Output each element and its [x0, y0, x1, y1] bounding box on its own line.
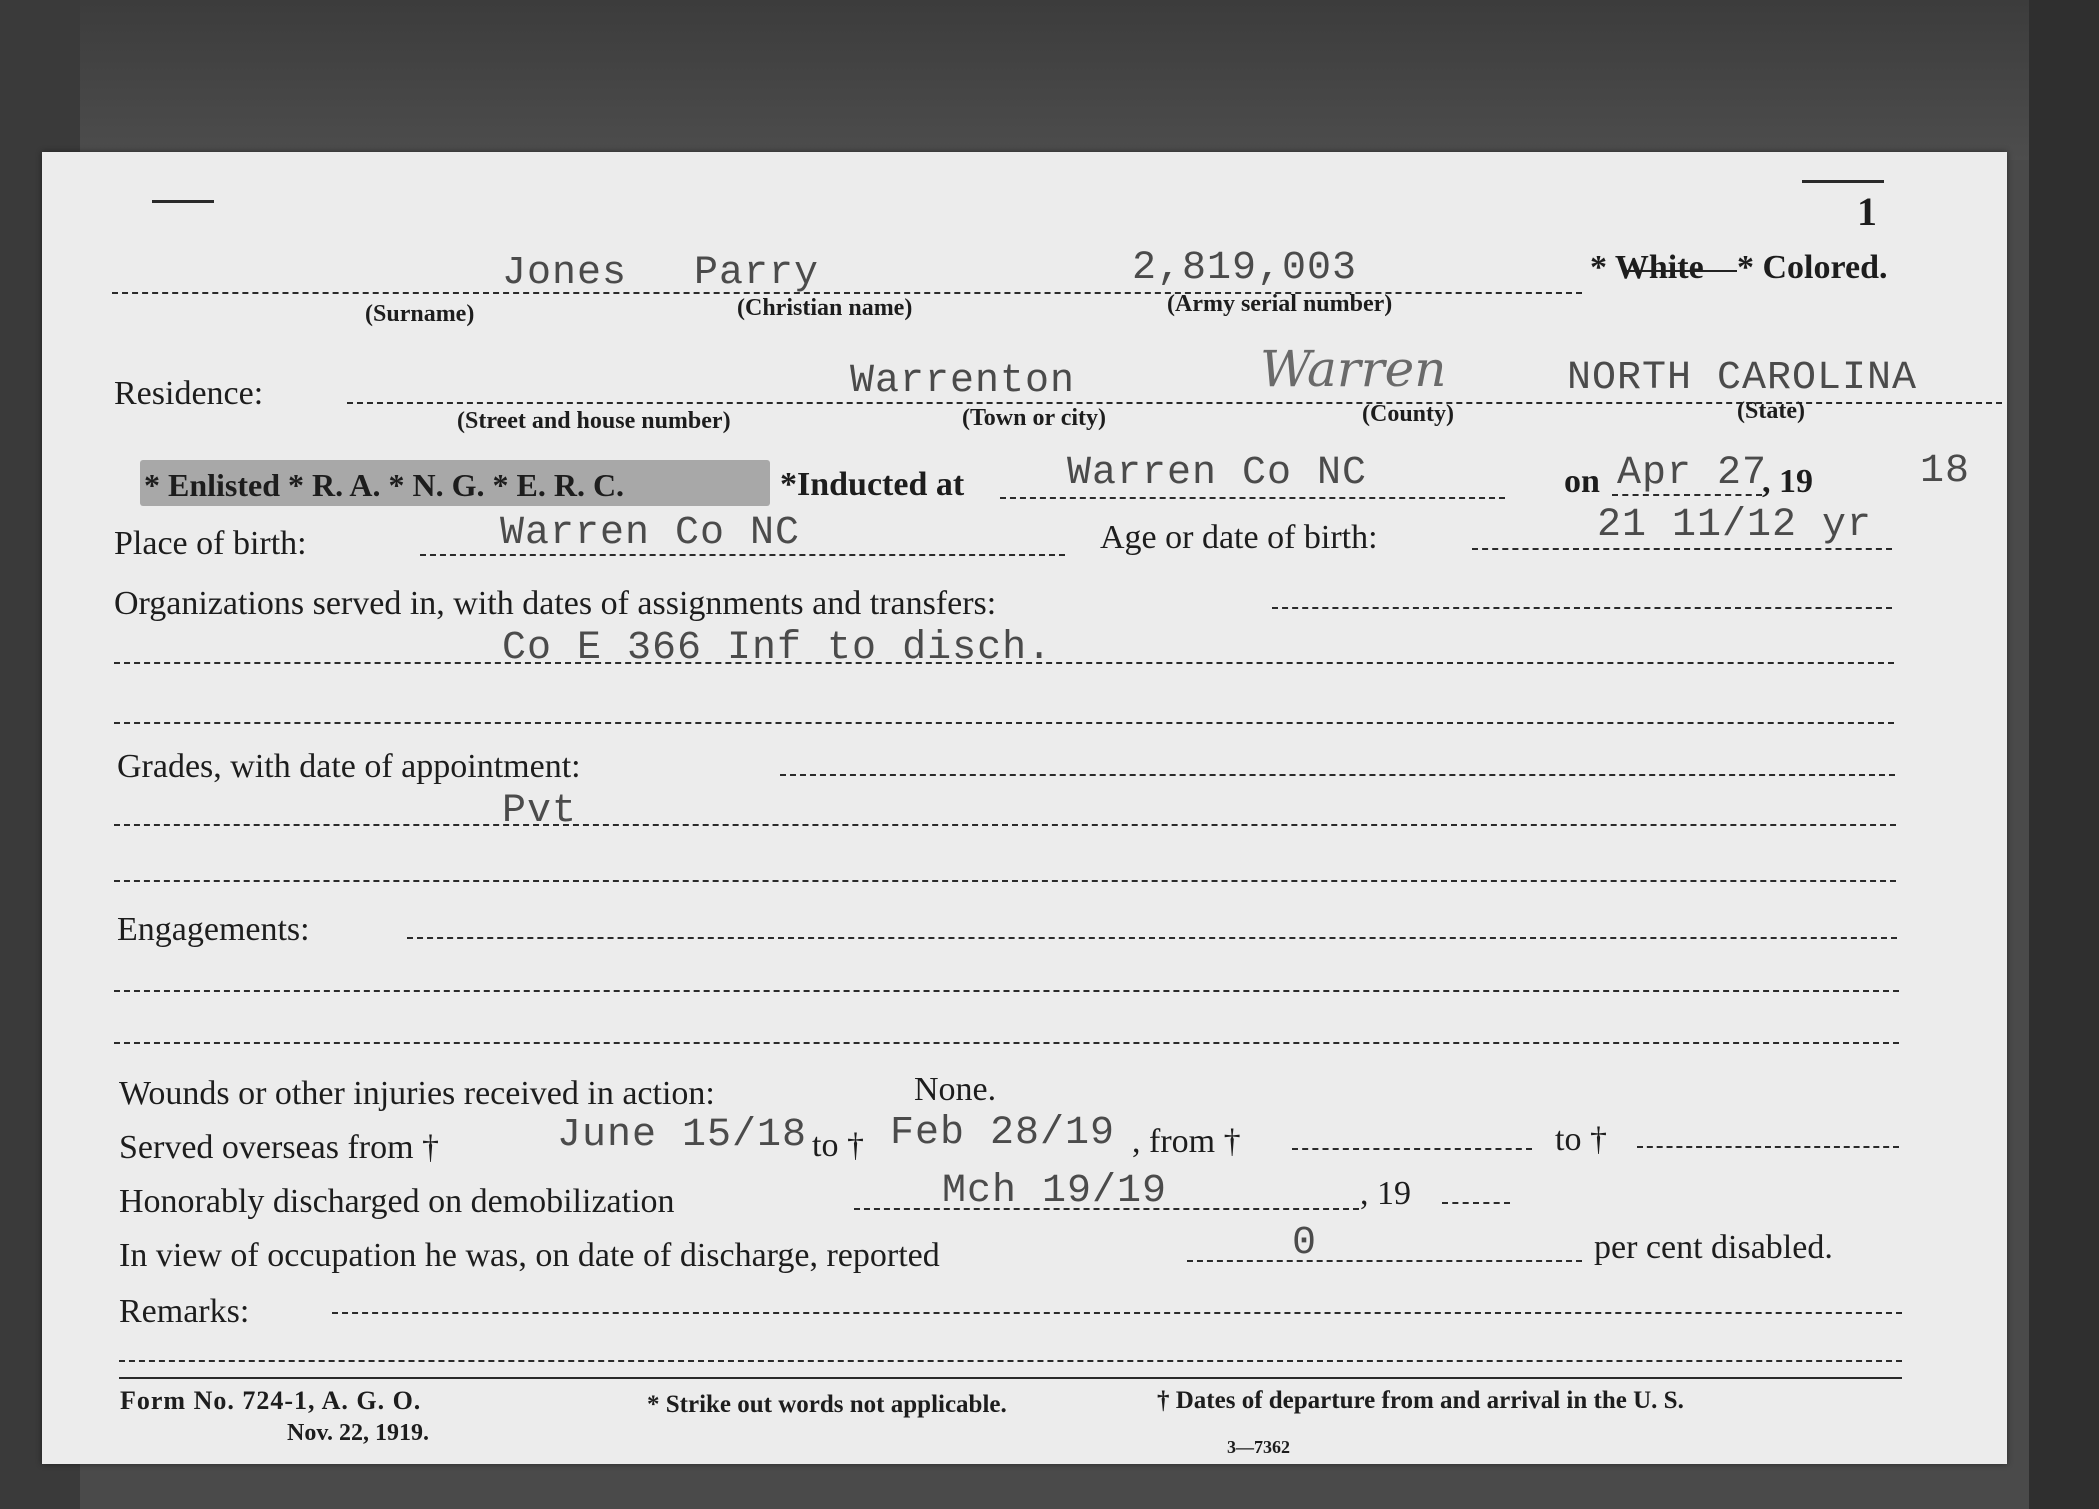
induction-date: Apr 27	[1617, 451, 1768, 496]
wounds-label: Wounds or other injuries received in action:	[119, 1075, 715, 1112]
grades-line-3	[114, 880, 1896, 882]
discharge-date: Mch 19/19	[942, 1169, 1168, 1214]
residence-label: Residence:	[114, 375, 264, 412]
overseas-to-label: to †	[812, 1127, 864, 1164]
disability-label: In view of occupation he was, on date of discharge, reported	[119, 1237, 940, 1274]
background-top	[0, 0, 2099, 160]
remarks-line-1	[332, 1312, 1902, 1314]
remarks-line-2	[119, 1360, 1902, 1362]
grades-label: Grades, with date of appointment:	[117, 748, 581, 785]
serial-number-value: 2,819,003	[1132, 246, 1358, 291]
overseas-to-value: Feb 28/19	[890, 1111, 1116, 1156]
race-white-strike	[1627, 270, 1737, 272]
wounds-value: None.	[914, 1071, 997, 1108]
discharge-year-prefix: , 19	[1360, 1175, 1411, 1212]
surname-value: Jones	[502, 251, 628, 296]
organizations-value: Co E 366 Inf to disch.	[502, 626, 1053, 671]
disability-suffix: per cent disabled.	[1594, 1229, 1833, 1266]
print-code: 3—7362	[1227, 1437, 1290, 1457]
form-date: Nov. 22, 1919.	[287, 1420, 430, 1446]
age-label: Age or date of birth:	[1100, 519, 1378, 556]
corner-dash-left	[152, 200, 214, 203]
engagements-line-1	[407, 937, 1897, 939]
organizations-line-2	[114, 662, 1894, 664]
serial-number-label: (Army serial number)	[1167, 291, 1393, 317]
corner-dash-right	[1802, 180, 1884, 183]
state-label: (State)	[1737, 398, 1805, 424]
overseas-to2-line	[1637, 1146, 1899, 1148]
grades-value: Pvt	[502, 789, 578, 834]
place-of-birth-value: Warren Co NC	[500, 511, 801, 556]
induction-year: 18	[1920, 449, 1971, 494]
organizations-line-3	[114, 722, 1894, 724]
overseas-from-value: June 15/18	[557, 1113, 808, 1158]
overseas-from2-line	[1292, 1148, 1532, 1150]
grades-line-1	[780, 774, 1895, 776]
overseas-from2-label: , from †	[1132, 1123, 1241, 1160]
background-right	[2029, 0, 2099, 1509]
engagements-line-3	[114, 1042, 1899, 1044]
disability-value: 0	[1292, 1221, 1318, 1266]
disability-line	[1187, 1260, 1582, 1262]
county-label: (County)	[1362, 401, 1455, 427]
residence-state: NORTH CAROLINA	[1567, 356, 1918, 401]
place-of-birth-label: Place of birth:	[114, 525, 307, 562]
surname-label: (Surname)	[365, 301, 475, 327]
organizations-line-1	[1272, 607, 1892, 609]
christian-name-label: (Christian name)	[737, 295, 913, 321]
residence-county: Warren	[1260, 340, 1447, 398]
overseas-to2-label: to †	[1555, 1121, 1607, 1158]
christian-name-value: Parry	[694, 251, 820, 296]
remarks-label: Remarks:	[119, 1293, 250, 1330]
strike-note: * Strike out words not applicable.	[647, 1391, 1007, 1418]
record-card	[42, 152, 2007, 1464]
card-number: 1	[1857, 189, 1877, 234]
dates-note: † Dates of departure from and arrival in the U. S.	[1157, 1387, 1684, 1414]
residence-town: Warrenton	[850, 359, 1076, 404]
induction-year-prefix: , 19	[1762, 463, 1813, 500]
engagements-line-2	[114, 990, 1899, 992]
induction-date-line	[1612, 494, 1762, 496]
town-label: (Town or city)	[962, 405, 1106, 431]
grades-line-2	[114, 824, 1896, 826]
engagements-label: Engagements:	[117, 911, 310, 948]
inducted-at-label: *Inducted at	[780, 466, 965, 503]
age-value: 21 11/12 yr	[1597, 503, 1873, 548]
race-colored: * Colored.	[1737, 249, 1888, 286]
overseas-label: Served overseas from †	[119, 1129, 440, 1166]
induction-on-label: on	[1564, 463, 1600, 500]
race-white: * White	[1590, 249, 1704, 286]
discharge-year-line	[1442, 1202, 1510, 1204]
age-line	[1472, 548, 1892, 550]
organizations-label: Organizations served in, with dates of assignments and transfers:	[114, 585, 997, 622]
street-label: (Street and house number)	[457, 408, 731, 434]
footer-rule	[119, 1377, 1902, 1379]
form-number: Form No. 724-1, A. G. O.	[120, 1386, 422, 1415]
inducted-at-line	[1000, 497, 1505, 499]
inducted-at-place: Warren Co NC	[1067, 451, 1368, 496]
discharge-label: Honorably discharged on demobilization	[119, 1183, 675, 1220]
enlistment-options: * Enlisted * R. A. * N. G. * E. R. C.	[144, 467, 625, 503]
